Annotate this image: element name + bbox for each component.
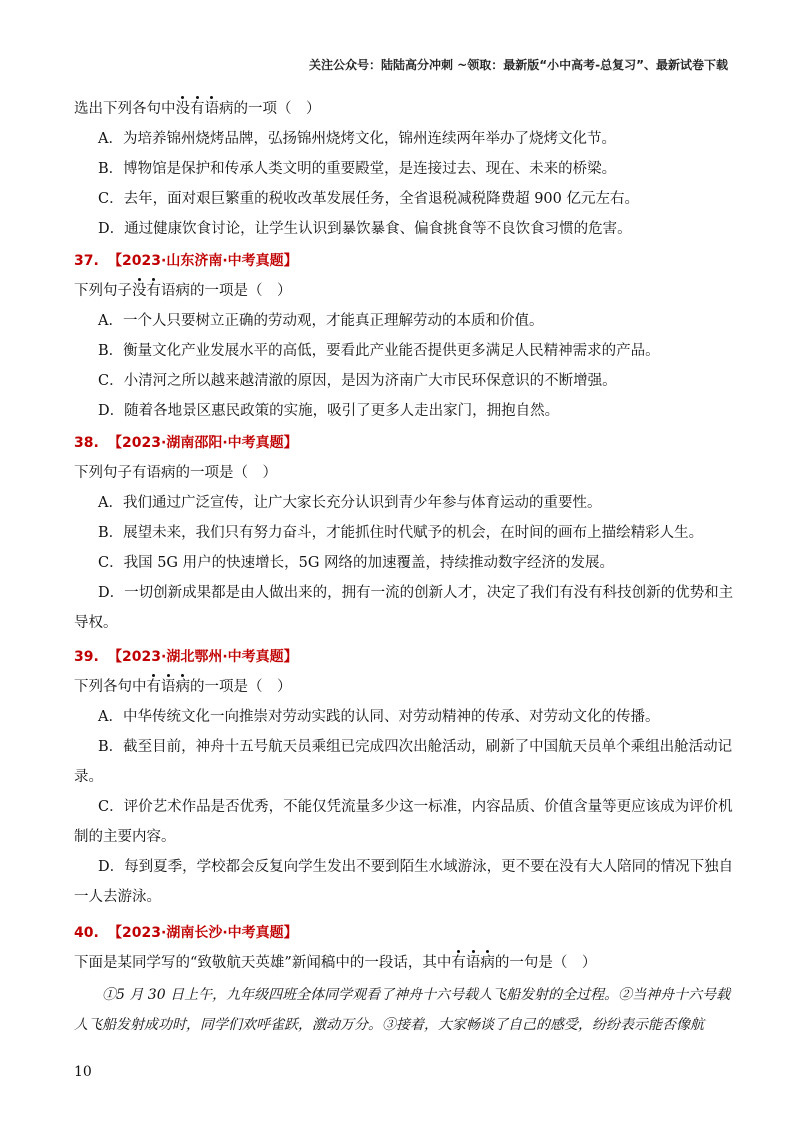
option-a: A．一个人只要树立正确的劳动观，才能真正理解劳动的本质和价值。: [98, 313, 544, 329]
option-b: B．衡量文化产业发展水平的高低，要看此产业能否提供更多满足人民精神需求的产品。: [98, 343, 660, 359]
question-36: [74, 94, 734, 244]
option-d-continued: 导权。: [74, 615, 118, 631]
question-heading: 38. 【2023·湖南邵阳·中考真题】: [74, 435, 298, 451]
question-stem: 下面是某同学写的“致敬航天英雄”新闻稿中的一段话，其中有语病的一句是（ ）: [74, 955, 597, 971]
option-c: C．评价艺术作品是否优秀，不能仅凭流量多少这一标准，内容品质、价值含量等更应该成为评价机: [98, 799, 733, 815]
option-c: C．我国 5G 用户的快速增长，5G 网络的加速覆盖，持续推动数字经济的发展。: [98, 555, 615, 571]
option-b: B．博物馆是保护和传承人类文明的重要殿堂，是连接过去、现在、未来的桥梁。: [98, 161, 617, 177]
page-number: 10: [74, 1064, 92, 1080]
option-a: A．我们通过广泛宣传，让广大家长充分认识到青少年参与体育运动的重要性。: [98, 495, 602, 511]
question-stem: 下列句子有语病的一项是（ ）: [74, 465, 277, 481]
question-heading: 39. 【2023·湖北鄂州·中考真题】: [74, 649, 298, 665]
news-passage: ①5 月 30 日上午，九年级四班全体同学观看了神舟十六号载人飞船发射的全过程。②当神舟十六号载人飞船发射成功时，同学们欢呼雀跃，激动万分。③接着，大家畅谈了自己的感受，纷纷表示能否像航: [74, 987, 731, 1033]
option-c: C．小清河之所以越来越清澈的原因，是因为济南广大市民环保意识的不断增强。: [98, 373, 617, 389]
option-d: D．随着各地景区惠民政策的实施，吸引了更多人走出家门，拥抱自然。: [98, 403, 560, 419]
question-stem: 下列句子没有语病的一项是（ ）: [74, 283, 292, 299]
question-40: [74, 918, 734, 978]
question-stem: 选出下列各句中没有语病的一项（ ）: [74, 101, 321, 117]
page-header: 关注公众号：陆陆高分冲刺 ~领取：最新版“小中高考-总复习”、最新试卷下载: [309, 58, 728, 72]
option-b: B．展望未来，我们只有努力奋斗，才能抓住时代赋予的机会，在时间的画布上描绘精彩人生。: [98, 525, 704, 541]
question-38: [74, 428, 734, 638]
option-c: C．去年，面对艰巨繁重的税收改革发展任务，全省退税减税降费超 900 亿元左右。: [98, 191, 639, 207]
option-b: B．截至目前，神舟十五号航天员乘组已完成四次出舱活动，刷新了中国航天员单个乘组出舱活动记: [98, 739, 733, 755]
option-d: D．一切创新成果都是由人做出来的，拥有一流的创新人才，决定了我们有没有科技创新的优势和主: [98, 585, 734, 601]
option-d-continued: 一人去游泳。: [74, 889, 161, 905]
question-39: [74, 642, 734, 912]
question-heading: 37. 【2023·山东济南·中考真题】: [74, 253, 298, 269]
option-a: A．为培养锦州烧烤品牌，弘扬锦州烧烤文化，锦州连续两年举办了烧烤文化节。: [98, 131, 616, 147]
question-heading: 40. 【2023·湖南长沙·中考真题】: [74, 925, 298, 941]
option-c-continued: 制的主要内容。: [74, 829, 176, 845]
question-stem: 下列各句中有语病的一项是（ ）: [74, 679, 292, 695]
option-d: D．每到夏季，学校都会反复向学生发出不要到陌生水域游泳，更不要在没有大人陪同的情况下独自: [98, 859, 734, 875]
option-a: A．中华传统文化一向推崇对劳动实践的认同、对劳动精神的传承、对劳动文化的传播。: [98, 709, 660, 725]
option-b-continued: 录。: [74, 769, 103, 785]
question-37: [74, 246, 734, 426]
option-d: D．通过健康饮食讨论，让学生认识到暴饮暴食、偏食挑食等不良饮食习惯的危害。: [98, 221, 632, 237]
